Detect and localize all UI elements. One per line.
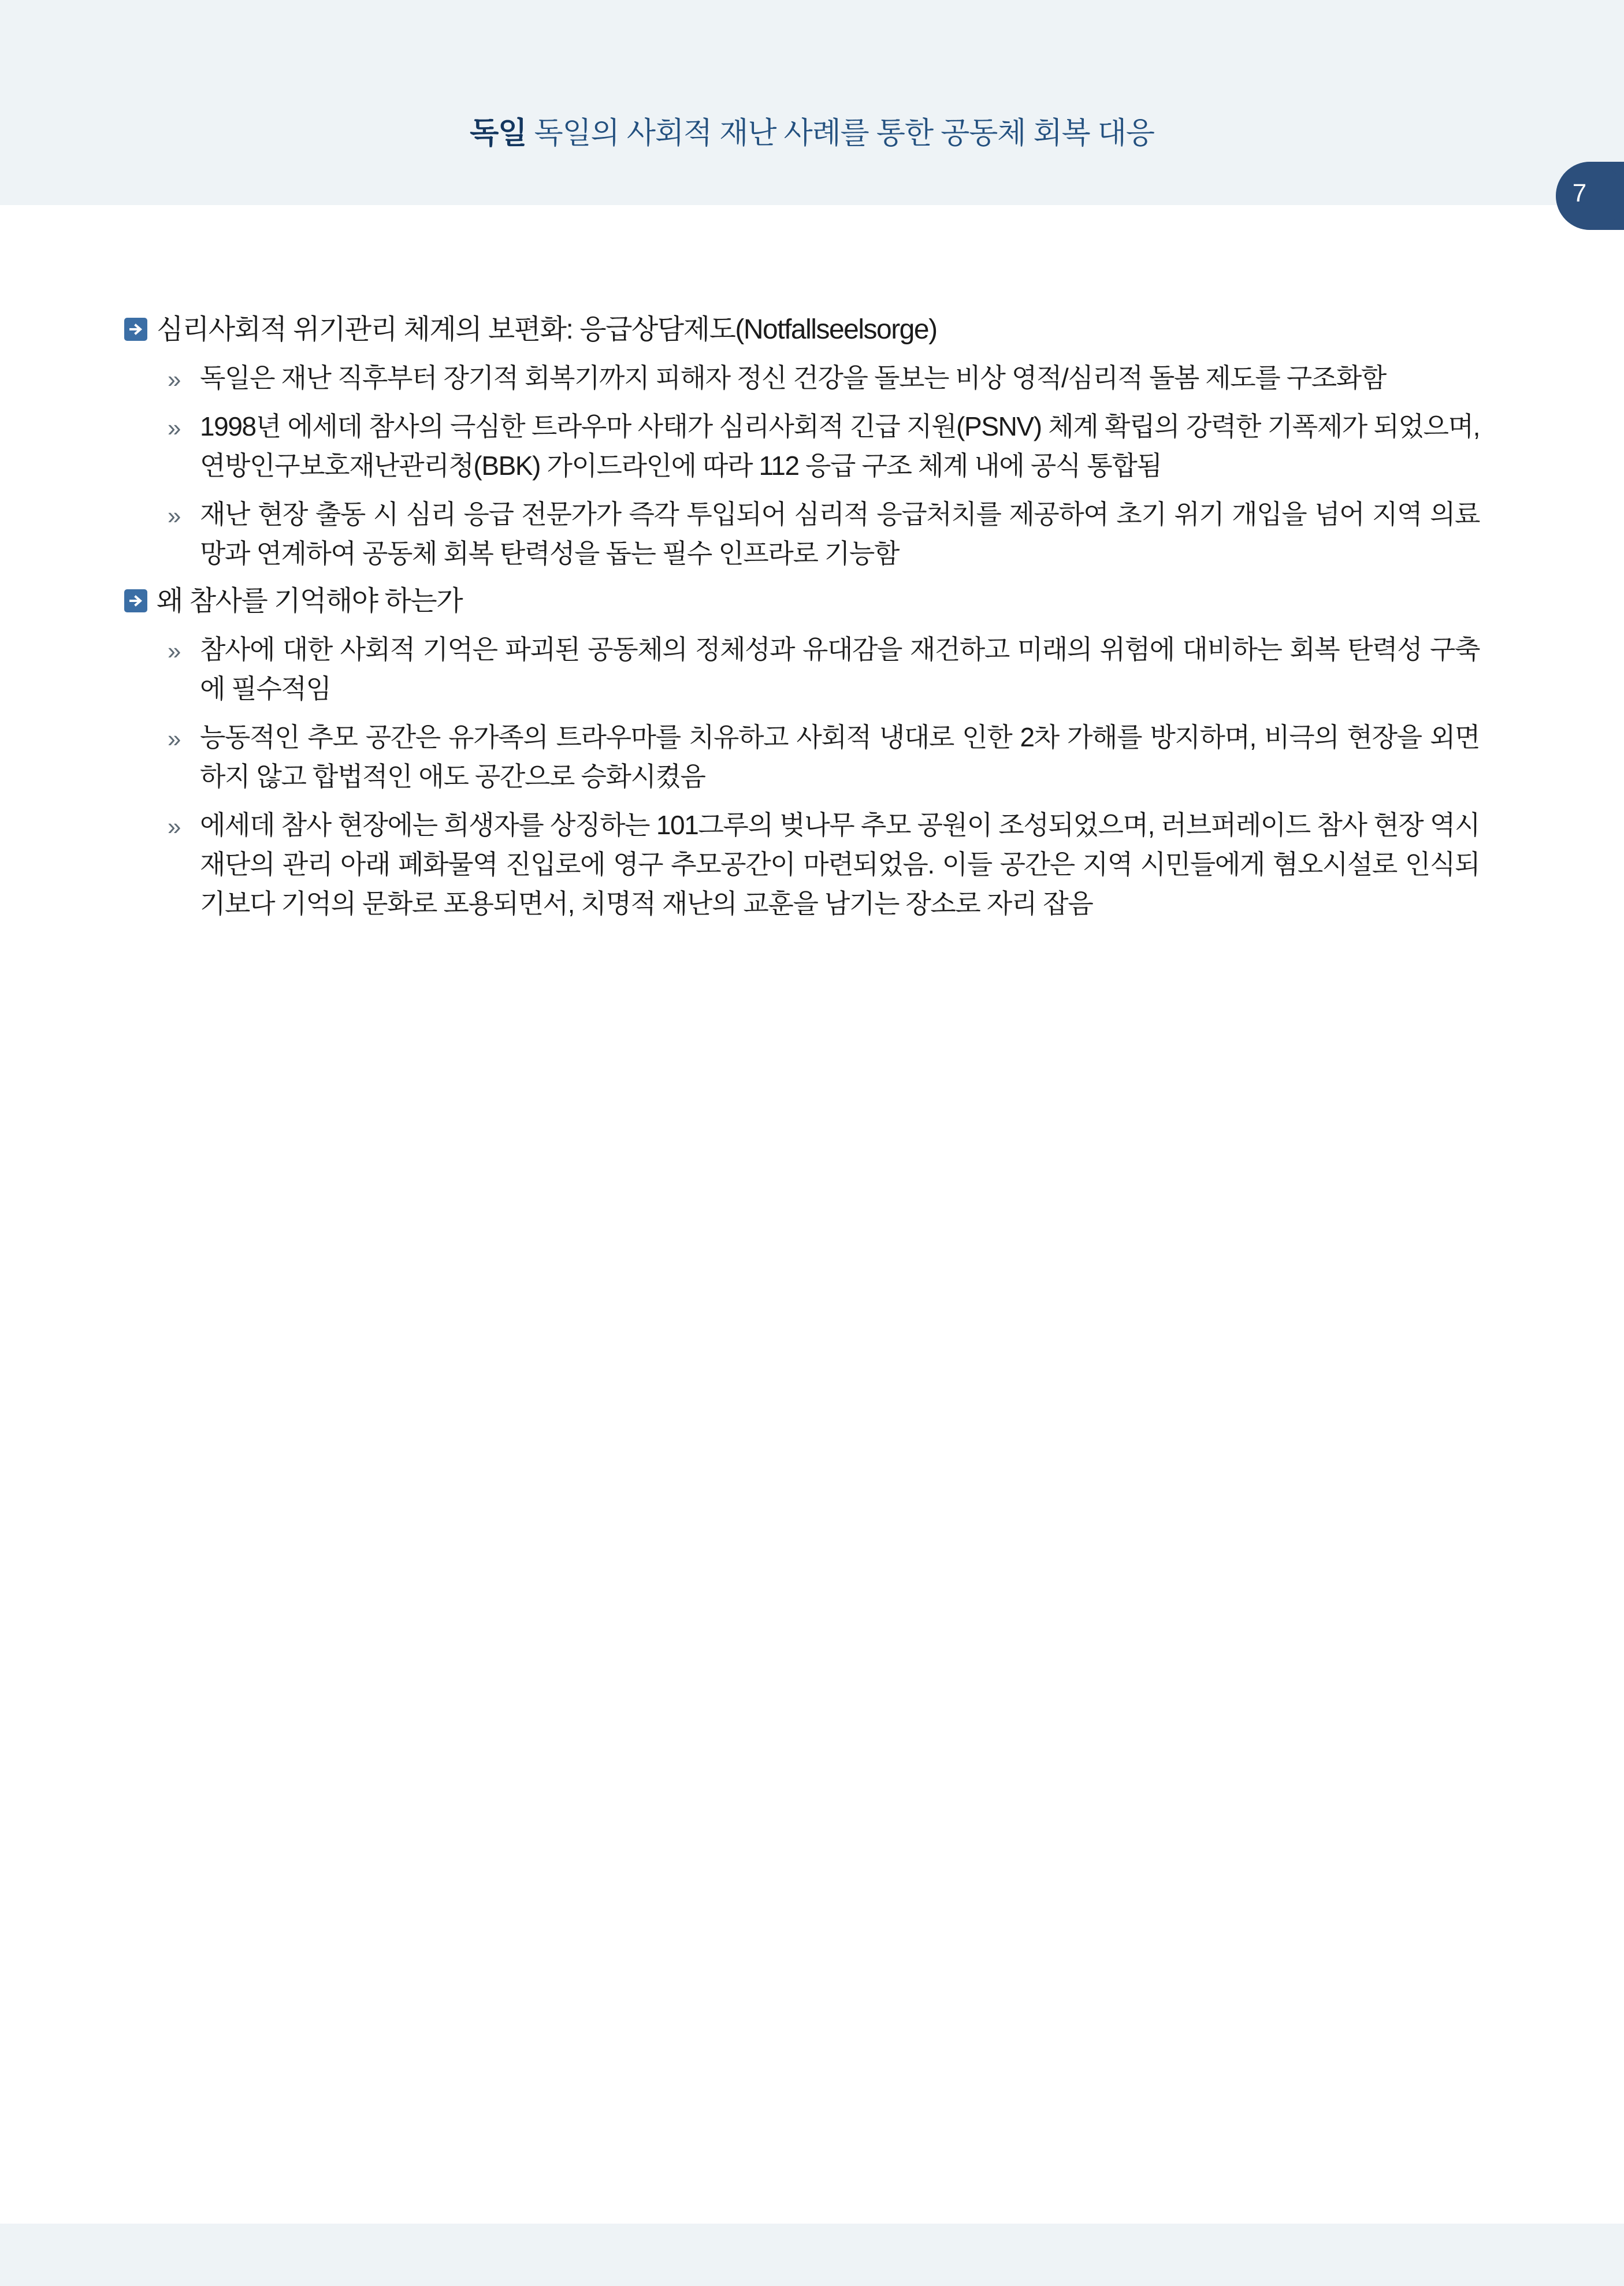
header-band: [0, 0, 1624, 205]
list-item-text: 능동적인 추모 공간은 유가족의 트라우마를 치유하고 사회적 냉대로 인한 2차 가해를 방지하며, 비극의 현장을 외면하지 않고 합법적인 애도 공간으로 승화시켰음: [200, 722, 1480, 791]
section-heading: 심리사회적 위기관리 체계의 보편화: 응급상담제도(Notfallseelsorge): [157, 314, 937, 345]
slide-content: [0, 312, 1624, 934]
section-2: [0, 583, 1624, 923]
list-item: [0, 495, 1624, 573]
section-1: [0, 312, 1624, 573]
arrow-right-icon: [124, 318, 147, 341]
section-heading-row: [0, 312, 1624, 348]
list-item: [0, 358, 1624, 397]
footer-band: [0, 2224, 1624, 2286]
header-country-label: 독일: [470, 117, 527, 150]
list-item-text: 재난 현장 출동 시 심리 응급 전문가가 즉각 투입되어 심리적 응급처치를 제공하여 초기 위기 개입을 넘어 지역 의료망과 연계하여 공동체 회복 탄력성을 돕는 필수 인프라로 기능함: [200, 499, 1480, 568]
page-title: [0, 109, 1624, 152]
list-item-text: 1998년 에세데 참사의 극심한 트라우마 사태가 심리사회적 긴급 지원(PSNV) 체계 확립의 강력한 기폭제가 되었으며, 연방인구보호재난관리청(BBK) 가이드라인에 따라 112 응급 구조 체계 내에 공식 통합됨: [200, 411, 1480, 481]
double-chevron-icon: »: [168, 813, 178, 840]
list-item: [0, 407, 1624, 485]
double-chevron-icon: »: [168, 414, 178, 441]
list-item-text: 참사에 대한 사회적 기억은 파괴된 공동체의 정체성과 유대감을 재건하고 미래의 위험에 대비하는 회복 탄력성 구축에 필수적임: [200, 634, 1480, 704]
list-item-text: 에세데 참사 현장에는 희생자를 상징하는 101그루의 벚나무 추모 공원이 조성되었으며, 러브퍼레이드 참사 현장 역시 재단의 관리 아래 폐화물역 진입로에 영구 추모공간이 마련되었음. 이들 공간은 지역 시민들에게 혐오시설로 인식되기보다 기억의 문화로 포용되면서, 치명적 재난의 교훈을 남기는 장소로 자리 잡음: [200, 810, 1480, 919]
list-item: [0, 630, 1624, 708]
header-subtitle: 독일의 사회적 재난 사례를 통한 공동체 회복 대응: [534, 117, 1154, 150]
section-heading: 왜 참사를 기억해야 하는가: [157, 586, 463, 616]
arrow-right-icon: [124, 589, 147, 612]
list-item-text: 독일은 재난 직후부터 장기적 회복기까지 피해자 정신 건강을 돌보는 비상 영적/심리적 돌봄 제도를 구조화함: [200, 363, 1386, 393]
list-item: [0, 718, 1624, 796]
double-chevron-icon: »: [168, 366, 178, 393]
page-number-badge: [1556, 162, 1624, 230]
double-chevron-icon: »: [168, 502, 178, 529]
list-item: [0, 805, 1624, 923]
section-heading-row: [0, 583, 1624, 619]
page-number: 7: [1572, 179, 1587, 207]
double-chevron-icon: »: [168, 637, 178, 664]
double-chevron-icon: »: [168, 725, 178, 752]
